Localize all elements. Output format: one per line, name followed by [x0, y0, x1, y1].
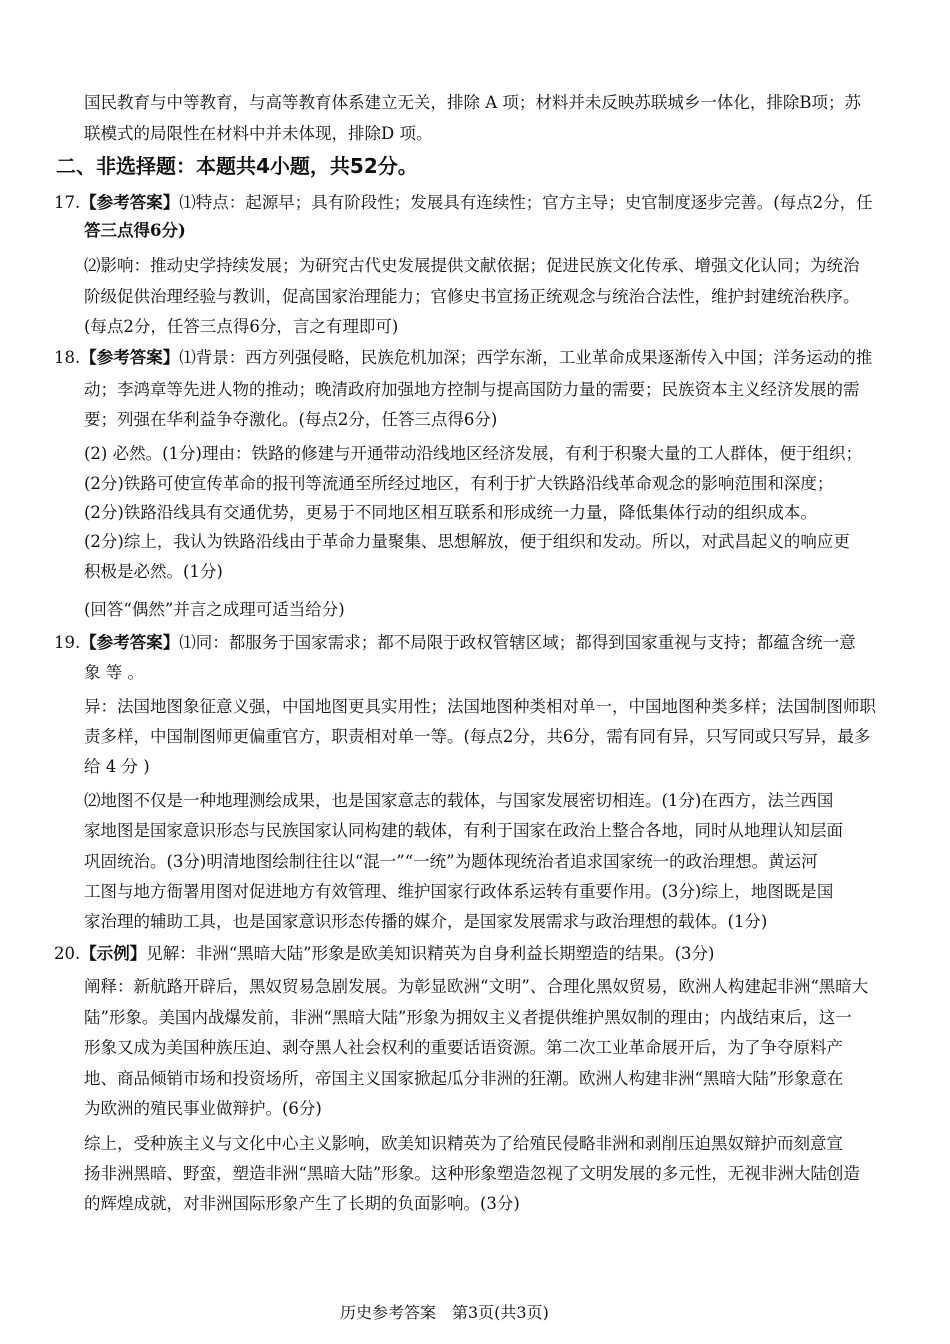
q18-line-8: 积极是必然。(1分) [84, 562, 223, 581]
q20-example-label: 【示例】 [80, 944, 147, 963]
q18-line-4: (2) 必然。(1分)理由：铁路的修建与开通带动沿线地区经济发展，有利于积聚大量的工人群体，便于组织； [84, 444, 862, 463]
q18-number: 18. [54, 348, 81, 367]
q18-line-3: 要；列强在华利益争夺激化。(每点2分，任答三点得6分) [84, 410, 498, 429]
q20-line-4: 形象又成为美国种族压迫、剥夺黑人社会权利的重要话语资源。第二次工业革命展开后，为了争夺原料产 [84, 1038, 843, 1057]
q19-line-8: 巩固统治。(3分)明清地图绘制往往以“混一”“一统”为题体现统治者追求国家统一的政治理想。黄运河 [84, 852, 818, 871]
q18-answer-label: 【参考答案】 [80, 348, 180, 367]
q19-line-2: 象 等 。 [84, 663, 144, 682]
q18-line-1 [54, 348, 872, 368]
q18-line-7: (2分)综上，我认为铁路沿线由于革命力量聚集、思想解放，便于组织和发动。所以，对武昌起义的响应更 [84, 532, 850, 551]
q17-answer-label: 【参考答案】 [80, 193, 180, 212]
q19-line-5: 给 4 分 ) [84, 757, 150, 776]
q18-text: ⑴背景：西方列强侵略，民族危机加深；西学东渐，工业革命成果逐渐传入中国；洋务运动的推 [179, 348, 873, 367]
q20-line-7: 综上，受种族主义与文化中心主义影响，欧美知识精英为了给殖民侵略非洲和剥削压迫黑奴辩护而刻意宣 [84, 1134, 843, 1153]
q20-line-2: 阐释：新航路开辟后，黑奴贸易急剧发展。为彰显欧洲“文明”、合理化黑奴贸易，欧洲人构建起非洲“黑暗大 [84, 977, 869, 996]
q20-text: 见解：非洲“黑暗大陆”形象是欧美知识精英为自身利益长期塑造的结果。(3分) [146, 944, 715, 963]
q19-line-10: 家治理的辅助工具，也是国家意识形态传播的媒介，是国家发展需求与政治理想的载体。(1分) [84, 912, 768, 931]
intro-line-1: 国民教育与中等教育，与高等教育体系建立无关，排除 A 项；材料并未反映苏联城乡一体化，排除B项；苏 [84, 93, 862, 112]
q17-line-1 [54, 193, 873, 213]
q20-line-5: 地、商品倾销市场和投资场所，帝国主义国家掀起瓜分非洲的狂潮。欧洲人构建非洲“黑暗大陆”形象意在 [84, 1069, 844, 1088]
q19-line-6: ⑵地图不仅是一种地理测绘成果，也是国家意志的载体，与国家发展密切相连。(1分)在西方，法兰西国 [84, 791, 834, 810]
q18-line-5: (2分)铁路可使宣传革命的报刊等流通至所经过地区，有利于扩大铁路沿线革命观念的影响范围和深度； [84, 474, 834, 493]
q19-text: ⑴同：都服务于国家需求；都不局限于政权管辖区域；都得到国家重视与支持；都蕴含统一意 [179, 633, 856, 652]
q20-line-8: 扬非洲黑暗、野蛮，塑造非洲“黑暗大陆”形象。这种形象塑造忽视了文明发展的多元性，无视非洲大陆创造 [84, 1164, 860, 1183]
q18-line-9: (回答“偶然”并言之成理可适当给分) [84, 600, 345, 619]
q18-line-6: (2分)铁路沿线具有交通优势，更易于不同地区相互联系和形成统一力量，降低集体行动的组织成本。 [84, 503, 817, 522]
section-title: 二、非选择题：本题共4小题，共52分。 [56, 154, 418, 178]
q17-line-2: 答三点得6分) [84, 221, 186, 240]
q19-line-7: 家地图是国家意识形态与民族国家认同构建的载体，有利于国家在政治上整合各地，同时从地理认知层面 [84, 821, 843, 840]
q17-line-5: (每点2分，任答三点得6分，言之有理即可) [84, 317, 399, 336]
q20-line-1 [54, 944, 715, 964]
q19-line-1 [54, 633, 856, 653]
q20-number: 20. [54, 944, 81, 963]
q17-line-4: 阶级促供治理经验与教训，促高国家治理能力；官修史书宣扬正统观念与统治合法性，维护封建统治秩序。 [84, 287, 860, 306]
q17-line-3: ⑵影响：推动史学持续发展；为研究古代史发展提供文献依据；促进民族文化传承、增强文化认同；为统治 [84, 256, 860, 275]
q17-number: 17. [54, 193, 81, 212]
q17-text: ⑴特点：起源早；具有阶段性；发展具有连续性；官方主导；史官制度逐步完善。(每点2分，任 [179, 193, 873, 212]
q19-line-9: 工图与地方衙署用图对促进地方有效管理、维护国家行政体系运转有重要作用。(3分)综上，地图既是国 [84, 882, 834, 901]
q18-line-2: 动；李鸿章等先进人物的推动；晚清政府加强地方控制与提高国防力量的需要；民族资本主义经济发展的需 [84, 380, 860, 399]
q19-line-3: 异：法国地图象征意义强，中国地图更具实用性；法国地图种类相对单一，中国地图种类多样；法国制图师职 [84, 697, 876, 716]
page-footer: 历史参考答案 第3页(共3页) [340, 1303, 549, 1322]
q20-line-6: 为欧洲的殖民事业做辩护。(6分) [84, 1099, 322, 1118]
q19-number: 19. [54, 633, 81, 652]
q20-line-9: 的辉煌成就，对非洲国际形象产生了长期的负面影响。(3分) [84, 1194, 520, 1213]
intro-line-2: 联模式的局限性在材料中并未体现，排除D 项。 [84, 124, 433, 143]
q19-answer-label: 【参考答案】 [80, 633, 180, 652]
q20-line-3: 陆”形象。美国内战爆发前，非洲“黑暗大陆”形象为拥奴主义者提供维护黑奴制的理由；内战结束后，这一 [84, 1008, 852, 1027]
q19-line-4: 责多样，中国制图师更偏重官方，职责相对单一等。(每点2分，共6分，需有同有异，只写同或只写异，最多 [84, 727, 871, 746]
